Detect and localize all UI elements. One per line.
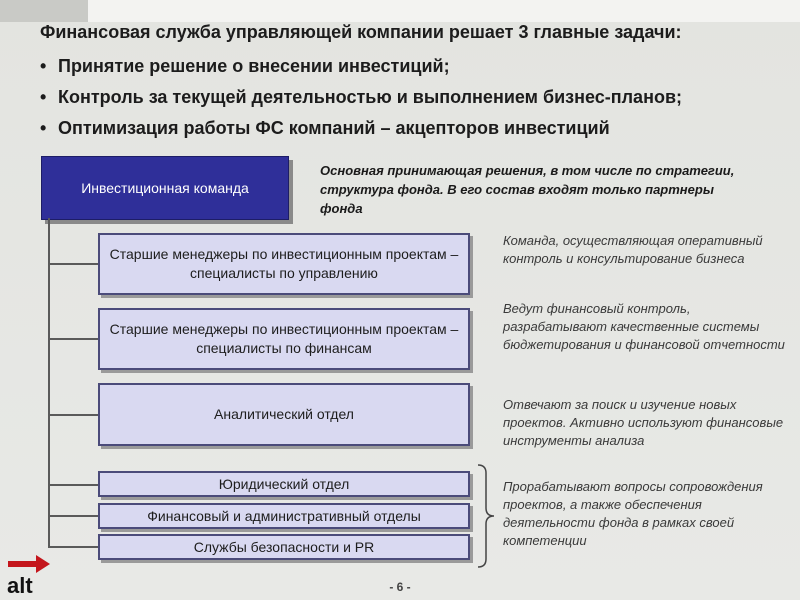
description-support-departments: Прорабатывают вопросы сопровождения проектов, а также обеспечения деятельности фонда в рамках своей компетенции: [503, 479, 763, 548]
node-finance-admin-departments: Финансовый и административный отделы: [98, 503, 470, 529]
logo-arrow-icon: [8, 555, 50, 573]
connector-branch: [48, 546, 98, 548]
page-number: - 6 -: [389, 580, 411, 594]
connector-branch: [48, 338, 98, 340]
header-strip-accent: [0, 0, 88, 22]
task-text: Оптимизация работы ФС компаний – акцепторов инвестиций: [58, 118, 610, 138]
task-item: [40, 118, 682, 149]
task-item: [40, 56, 682, 87]
bullet-icon: •: [40, 87, 47, 107]
bullet-icon: •: [40, 56, 47, 76]
investment-team-box: Инвестиционная команда: [41, 156, 289, 220]
task-item: [40, 87, 682, 118]
task-text: Контроль за текущей деятельностью и выполнением бизнес-планов;: [58, 87, 682, 107]
task-list: [40, 56, 682, 149]
node-legal-department: Юридический отдел: [98, 471, 470, 497]
investment-team-note: Основная принимающая решения, в том числе по стратегии, структура фонда. В его состав входят только партнеры фонда: [320, 163, 735, 216]
connector-branch: [48, 263, 98, 265]
connector-branch: [48, 414, 98, 416]
task-text: Принятие решение о внесении инвестиций;: [58, 56, 450, 76]
node-security-pr: Службы безопасности и PR: [98, 534, 470, 560]
alt-logo: [6, 553, 52, 595]
node-management-managers: Старшие менеджеры по инвестиционным проектам – специалисты по управлению: [98, 233, 470, 295]
description-analytics: Отвечают за поиск и изучение новых проектов. Активно используют финансовые инструменты анализа: [503, 397, 784, 448]
node-finance-managers: Старшие менеджеры по инвестиционным проектам – специалисты по финансам: [98, 308, 470, 370]
connector-trunk: [48, 218, 50, 548]
node-analytics-department: Аналитический отдел: [98, 383, 470, 446]
curly-brace-icon: [476, 463, 496, 569]
logo-text: alt: [7, 573, 33, 595]
description-management: Команда, осуществляющая оперативный контроль и консультирование бизнеса: [503, 233, 763, 266]
description-finance: Ведут финансовый контроль, разрабатывают качественные системы бюджетирования и финансовой отчетности: [503, 301, 785, 352]
slide-heading: Финансовая служба управляющей компании решает 3 главные задачи:: [40, 22, 682, 42]
connector-branch: [48, 515, 98, 517]
connector-branch: [48, 484, 98, 486]
header-strip: [0, 0, 800, 22]
bullet-icon: •: [40, 118, 47, 138]
